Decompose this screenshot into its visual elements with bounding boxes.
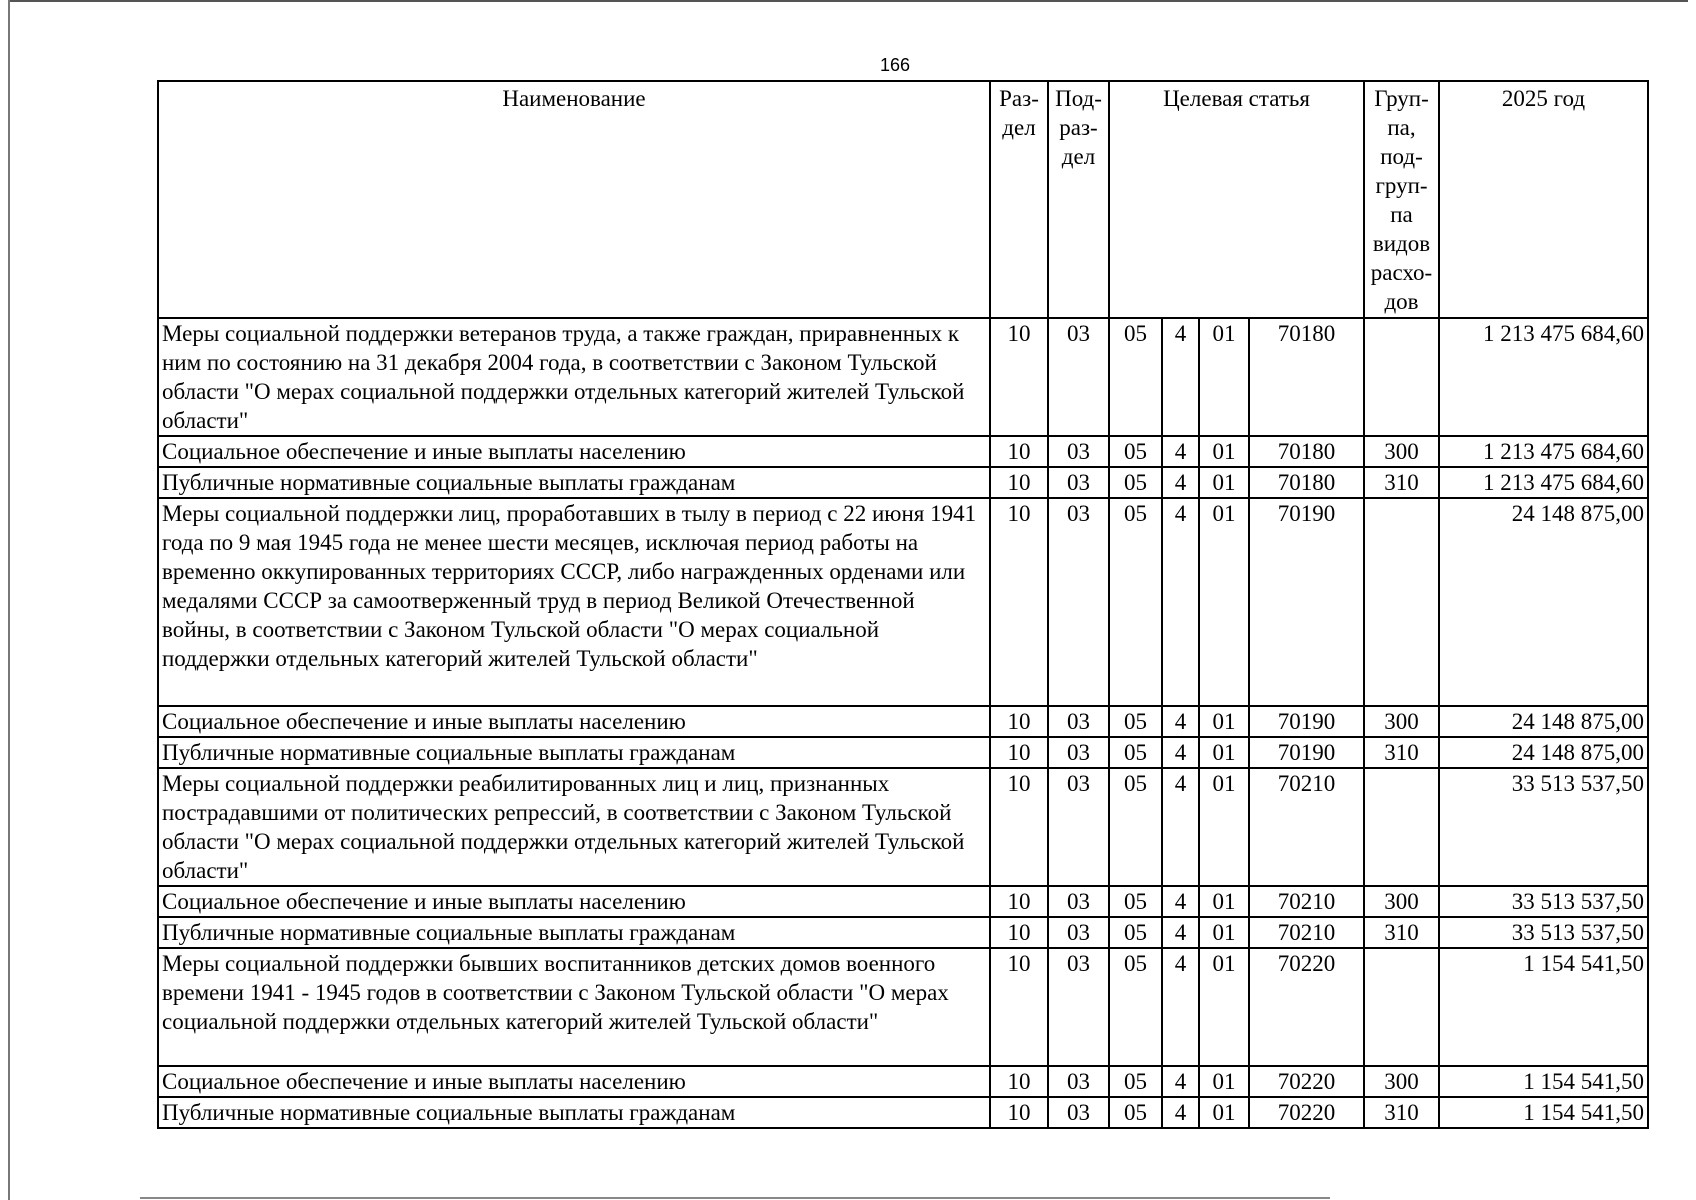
row-name: Публичные нормативные социальные выплаты гражданам: [158, 737, 990, 768]
row-name: Публичные нормативные социальные выплаты гражданам: [158, 1097, 990, 1128]
row-cs-type: 4: [1162, 318, 1199, 436]
row-cs-type: 4: [1162, 498, 1199, 706]
row-cs-direction: 70220: [1249, 1097, 1364, 1128]
row-name: Социальное обеспечение и иные выплаты населению: [158, 436, 990, 467]
row-amount: 1 213 475 684,60: [1439, 318, 1648, 436]
row-cs-subprogram: 01: [1199, 886, 1249, 917]
table-row: [158, 436, 1648, 467]
row-cs-program: 05: [1109, 886, 1162, 917]
row-vid-rashodov: [1364, 768, 1439, 886]
row-cs-subprogram: 01: [1199, 768, 1249, 886]
row-podrazdel: 03: [1048, 1097, 1109, 1128]
row-cs-program: 05: [1109, 917, 1162, 948]
row-razdel: 10: [990, 467, 1048, 498]
row-cs-subprogram: 01: [1199, 917, 1249, 948]
row-podrazdel: 03: [1048, 1066, 1109, 1097]
row-cs-subprogram: 01: [1199, 706, 1249, 737]
table-row: [158, 948, 1648, 1066]
row-podrazdel: 03: [1048, 768, 1109, 886]
row-cs-program: 05: [1109, 737, 1162, 768]
row-vid-rashodov: [1364, 948, 1439, 1066]
row-cs-type: 4: [1162, 886, 1199, 917]
table-row: [158, 737, 1648, 768]
row-razdel: 10: [990, 1097, 1048, 1128]
row-vid-rashodov: [1364, 318, 1439, 436]
row-cs-type: 4: [1162, 436, 1199, 467]
row-vid-rashodov: 310: [1364, 1097, 1439, 1128]
row-cs-program: 05: [1109, 318, 1162, 436]
row-cs-direction: 70180: [1249, 318, 1364, 436]
row-razdel: 10: [990, 706, 1048, 737]
row-podrazdel: 03: [1048, 737, 1109, 768]
row-razdel: 10: [990, 498, 1048, 706]
row-cs-type: 4: [1162, 737, 1199, 768]
row-name: Социальное обеспечение и иные выплаты населению: [158, 886, 990, 917]
scan-edge-bottom: [140, 1197, 1330, 1199]
table-row: [158, 886, 1648, 917]
row-amount: 24 148 875,00: [1439, 498, 1648, 706]
row-amount: 33 513 537,50: [1439, 917, 1648, 948]
scan-edge-top: [8, 0, 1688, 2]
row-cs-program: 05: [1109, 1097, 1162, 1128]
row-cs-subprogram: 01: [1199, 948, 1249, 1066]
row-podrazdel: 03: [1048, 318, 1109, 436]
row-razdel: 10: [990, 948, 1048, 1066]
row-cs-program: 05: [1109, 948, 1162, 1066]
row-cs-direction: 70190: [1249, 498, 1364, 706]
row-podrazdel: 03: [1048, 706, 1109, 737]
header-celevaya-statya: Целевая статья: [1109, 81, 1364, 318]
row-name: Публичные нормативные социальные выплаты гражданам: [158, 917, 990, 948]
row-cs-type: 4: [1162, 1097, 1199, 1128]
row-amount: 1 154 541,50: [1439, 1097, 1648, 1128]
table-row: [158, 917, 1648, 948]
row-cs-direction: 70180: [1249, 467, 1364, 498]
header-podrazdel: Под-раз-дел: [1048, 81, 1109, 318]
table-row: [158, 706, 1648, 737]
row-cs-program: 05: [1109, 706, 1162, 737]
row-name: Публичные нормативные социальные выплаты гражданам: [158, 467, 990, 498]
row-cs-direction: 70210: [1249, 768, 1364, 886]
row-razdel: 10: [990, 318, 1048, 436]
row-cs-subprogram: 01: [1199, 467, 1249, 498]
row-name: Меры социальной поддержки лиц, проработавших в тылу в период с 22 июня 1941 года по 9 мая 1945 года не менее шести месяцев, исключая период работы на временно оккупированных территориях СССР, либо награжденных орденами или медалями СССР за самоотверженный труд в период Великой Отечественной войны, в соответствии с Законом Тульской области "О мерах социальной поддержки отдельных категорий жителей Тульской области": [158, 498, 990, 706]
row-name: Социальное обеспечение и иные выплаты населению: [158, 706, 990, 737]
row-razdel: 10: [990, 737, 1048, 768]
row-cs-subprogram: 01: [1199, 436, 1249, 467]
row-cs-type: 4: [1162, 917, 1199, 948]
table-row: [158, 498, 1648, 706]
row-cs-direction: 70220: [1249, 948, 1364, 1066]
row-podrazdel: 03: [1048, 886, 1109, 917]
row-cs-subprogram: 01: [1199, 318, 1249, 436]
row-amount: 1 154 541,50: [1439, 1066, 1648, 1097]
row-amount: 1 154 541,50: [1439, 948, 1648, 1066]
row-cs-program: 05: [1109, 768, 1162, 886]
row-cs-type: 4: [1162, 768, 1199, 886]
header-name: Наименование: [158, 81, 990, 318]
row-podrazdel: 03: [1048, 498, 1109, 706]
table-row: [158, 318, 1648, 436]
row-vid-rashodov: 300: [1364, 436, 1439, 467]
row-cs-program: 05: [1109, 436, 1162, 467]
row-podrazdel: 03: [1048, 436, 1109, 467]
row-cs-type: 4: [1162, 706, 1199, 737]
row-razdel: 10: [990, 886, 1048, 917]
row-amount: 33 513 537,50: [1439, 886, 1648, 917]
row-vid-rashodov: 300: [1364, 706, 1439, 737]
row-name: Социальное обеспечение и иные выплаты населению: [158, 1066, 990, 1097]
header-year: 2025 год: [1439, 81, 1648, 318]
header-razdel: Раз-дел: [990, 81, 1048, 318]
scan-edge-left: [8, 0, 10, 1200]
page-number: 166: [880, 55, 911, 75]
row-amount: 24 148 875,00: [1439, 706, 1648, 737]
row-cs-program: 05: [1109, 1066, 1162, 1097]
row-vid-rashodov: [1364, 498, 1439, 706]
row-amount: 24 148 875,00: [1439, 737, 1648, 768]
row-cs-program: 05: [1109, 498, 1162, 706]
row-amount: 1 213 475 684,60: [1439, 436, 1648, 467]
row-cs-type: 4: [1162, 948, 1199, 1066]
row-cs-direction: 70210: [1249, 917, 1364, 948]
header-gruppa-vidov-rashodov: Груп-па, под-груп-па видов расхо-дов: [1364, 81, 1439, 318]
row-cs-program: 05: [1109, 467, 1162, 498]
row-podrazdel: 03: [1048, 948, 1109, 1066]
row-vid-rashodov: 310: [1364, 737, 1439, 768]
row-cs-subprogram: 01: [1199, 737, 1249, 768]
row-name: Меры социальной поддержки реабилитированных лиц и лиц, признанных пострадавшими от политических репрессий, в соответствии с Законом Тульской области "О мерах социальной поддержки отдельных категорий жителей Тульской области": [158, 768, 990, 886]
row-cs-type: 4: [1162, 1066, 1199, 1097]
table-row: [158, 768, 1648, 886]
row-razdel: 10: [990, 768, 1048, 886]
table-row: [158, 1097, 1648, 1128]
row-razdel: 10: [990, 917, 1048, 948]
row-amount: 33 513 537,50: [1439, 768, 1648, 886]
table-header-row: [158, 81, 1648, 318]
row-cs-direction: 70190: [1249, 737, 1364, 768]
table-row: [158, 467, 1648, 498]
row-cs-direction: 70220: [1249, 1066, 1364, 1097]
row-podrazdel: 03: [1048, 467, 1109, 498]
row-vid-rashodov: 310: [1364, 467, 1439, 498]
row-cs-subprogram: 01: [1199, 498, 1249, 706]
row-cs-subprogram: 01: [1199, 1066, 1249, 1097]
row-razdel: 10: [990, 1066, 1048, 1097]
row-cs-direction: 70190: [1249, 706, 1364, 737]
row-amount: 1 213 475 684,60: [1439, 467, 1648, 498]
row-vid-rashodov: 300: [1364, 886, 1439, 917]
row-cs-type: 4: [1162, 467, 1199, 498]
row-razdel: 10: [990, 436, 1048, 467]
row-podrazdel: 03: [1048, 917, 1109, 948]
budget-table: [157, 80, 1649, 1129]
row-vid-rashodov: 310: [1364, 917, 1439, 948]
row-cs-direction: 70210: [1249, 886, 1364, 917]
row-cs-direction: 70180: [1249, 436, 1364, 467]
row-vid-rashodov: 300: [1364, 1066, 1439, 1097]
table-row: [158, 1066, 1648, 1097]
row-name: Меры социальной поддержки ветеранов труда, а также граждан, приравненных к ним по состоянию на 31 декабря 2004 года, в соответствии с Законом Тульской области "О мерах социальной поддержки отдельных категорий жителей Тульской области": [158, 318, 990, 436]
row-name: Меры социальной поддержки бывших воспитанников детских домов военного времени 1941 - 1945 годов в соответствии с Законом Тульской области "О мерах социальной поддержки отдельных категорий жителей Тульской области": [158, 948, 990, 1066]
row-cs-subprogram: 01: [1199, 1097, 1249, 1128]
